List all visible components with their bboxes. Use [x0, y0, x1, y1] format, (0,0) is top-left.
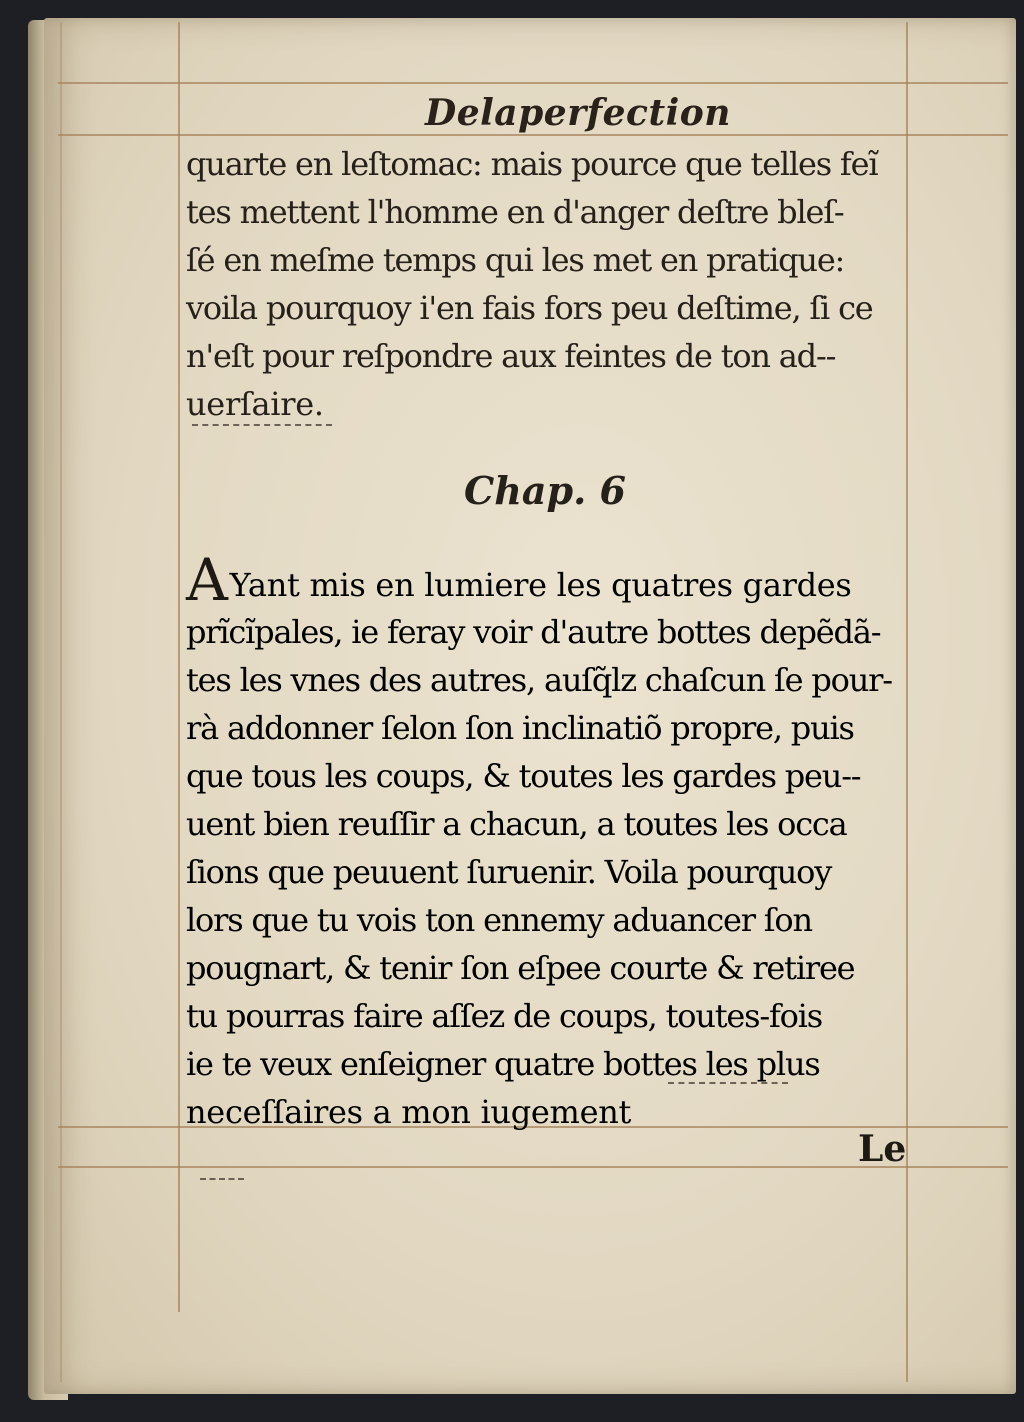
first-line-rest: Yant mis en lumiere les quatres gardes — [229, 566, 852, 604]
text-line: tes les vnes des autres, auſq̃lz chaſcun ſe pour- — [186, 661, 892, 699]
text-line: quarte en leſtomac: mais pource que telles feĩ — [186, 145, 878, 183]
text-line: ie te veux enſeigner quatre bottes les plus — [186, 1045, 820, 1083]
outer-left-rule — [60, 22, 62, 1382]
underline-mark — [192, 424, 332, 428]
text-line: voila pourquoy i'en fais fors peu deſtime, ſi ce — [186, 289, 873, 327]
text-line: prĩcĩpales, ie feray voir d'autre bottes depẽdã- — [186, 613, 881, 651]
text-line: ſions que peuuent ſuruenir. Voila pourquoy — [186, 853, 832, 891]
paragraph-1 — [186, 140, 908, 428]
text-line: ſé en meſme temps qui les met en pratique: — [186, 241, 845, 279]
text-line-first — [186, 546, 908, 614]
underline-mark — [668, 1082, 788, 1086]
text-line: que tous les coups, & toutes les gardes peu-- — [186, 757, 861, 795]
text-line: pougnart, & tenir ſon eſpee courte & retiree — [186, 949, 855, 987]
underline-mark — [200, 1178, 244, 1182]
text-line: uent bien reuſſir a chacun, a toutes les occa — [186, 805, 847, 843]
text-line: rà addonner ſelon ſon inclinatiõ propre, puis — [186, 709, 854, 747]
paragraph-2 — [186, 546, 908, 1136]
text-line: tu pourras faire aſſez de coups, toutes-fois — [186, 997, 822, 1035]
left-margin-rule — [178, 22, 180, 1312]
text-line: neceſſaires a mon iugement — [186, 1093, 632, 1131]
drop-cap: A — [186, 546, 228, 614]
text-line: lors que tu vois ton ennemy aduancer ſon — [186, 901, 812, 939]
text-line: tes mettent l'homme en d'anger deſtre bleſ- — [186, 193, 844, 231]
text-line: n'eſt pour reſpondre aux feintes de ton ad-- — [186, 337, 836, 375]
running-head: Delaperfection — [425, 92, 731, 134]
chapter-title: Chap. 6 — [464, 468, 626, 513]
head-rule — [58, 134, 1008, 136]
top-rule — [58, 82, 1008, 84]
text-line: uerſaire. — [186, 385, 324, 423]
catchword: Le — [858, 1128, 907, 1170]
